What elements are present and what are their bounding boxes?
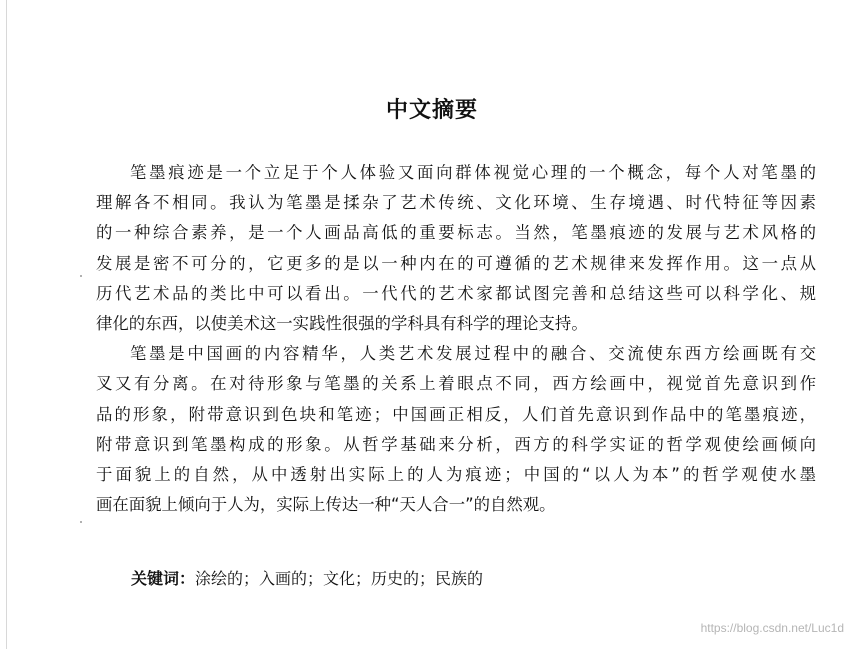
paragraph-1-line: 历代艺术品的类比中可以看出。一代代的艺术家都试图完善和总结这些可以科学化、规 bbox=[96, 283, 816, 303]
watermark-url: https://blog.csdn.net/Luc1d bbox=[700, 621, 844, 635]
abstract-title: 中文摘要 bbox=[385, 98, 478, 123]
paragraph-2-line: 叉又有分离。在对待形象与笔墨的关系上着眼点不同，西方绘画中，视觉首先意识到作 bbox=[96, 374, 816, 394]
paragraph-1-line: 的一种综合素养，是一个人画品高低的重要标志。当然，笔墨痕迹的发展与艺术风格的 bbox=[96, 223, 816, 243]
paragraph-1-line: 理解各不相同。我认为笔墨是揉杂了艺术传统、文化环境、生存境遇、时代特征等因素 bbox=[96, 193, 816, 213]
abstract-body bbox=[96, 158, 816, 520]
paragraph-2-line: 品的形象，附带意识到色块和笔迹；中国画正相反，人们首先意识到作品中的笔墨痕迹， bbox=[96, 404, 816, 424]
scan-speck bbox=[80, 521, 82, 523]
scan-speck bbox=[80, 275, 82, 277]
paragraph-1-line: 律化的东西，以使美术这一实践性很强的学科具有科学的理论支持。 bbox=[96, 313, 588, 333]
keywords-line bbox=[131, 566, 483, 589]
paragraph-2-line: 附带意识到笔墨构成的形象。从哲学基础来分析，西方的科学实证的哲学观使绘画倾向 bbox=[96, 434, 816, 454]
keywords-text: 涂绘的；入画的；文化；历史的；民族的 bbox=[195, 569, 484, 588]
paragraph-1-line: 发展是密不可分的，它更多的是以一种内在的可遵循的艺术规律来发挥作用。这一点从 bbox=[96, 253, 816, 273]
paragraph-1-line: 笔墨痕迹是一个立足于个人体验又面向群体视觉心理的一个概念，每个人对笔墨的 bbox=[130, 163, 816, 182]
keywords-label: 关键词： bbox=[131, 569, 196, 588]
paragraph-2-line: 于面貌上的自然，从中透射出实际上的人为痕迹；中国的“以人为本”的哲学观使水墨 bbox=[96, 464, 816, 484]
paragraph-2-line: 画在面貌上倾向于人为，实际上传达一种“天人合一”的自然观。 bbox=[96, 495, 556, 515]
paragraph-2-line: 笔墨是中国画的内容精华，人类艺术发展过程中的融合、交流使东西方绘画既有交 bbox=[130, 344, 816, 364]
